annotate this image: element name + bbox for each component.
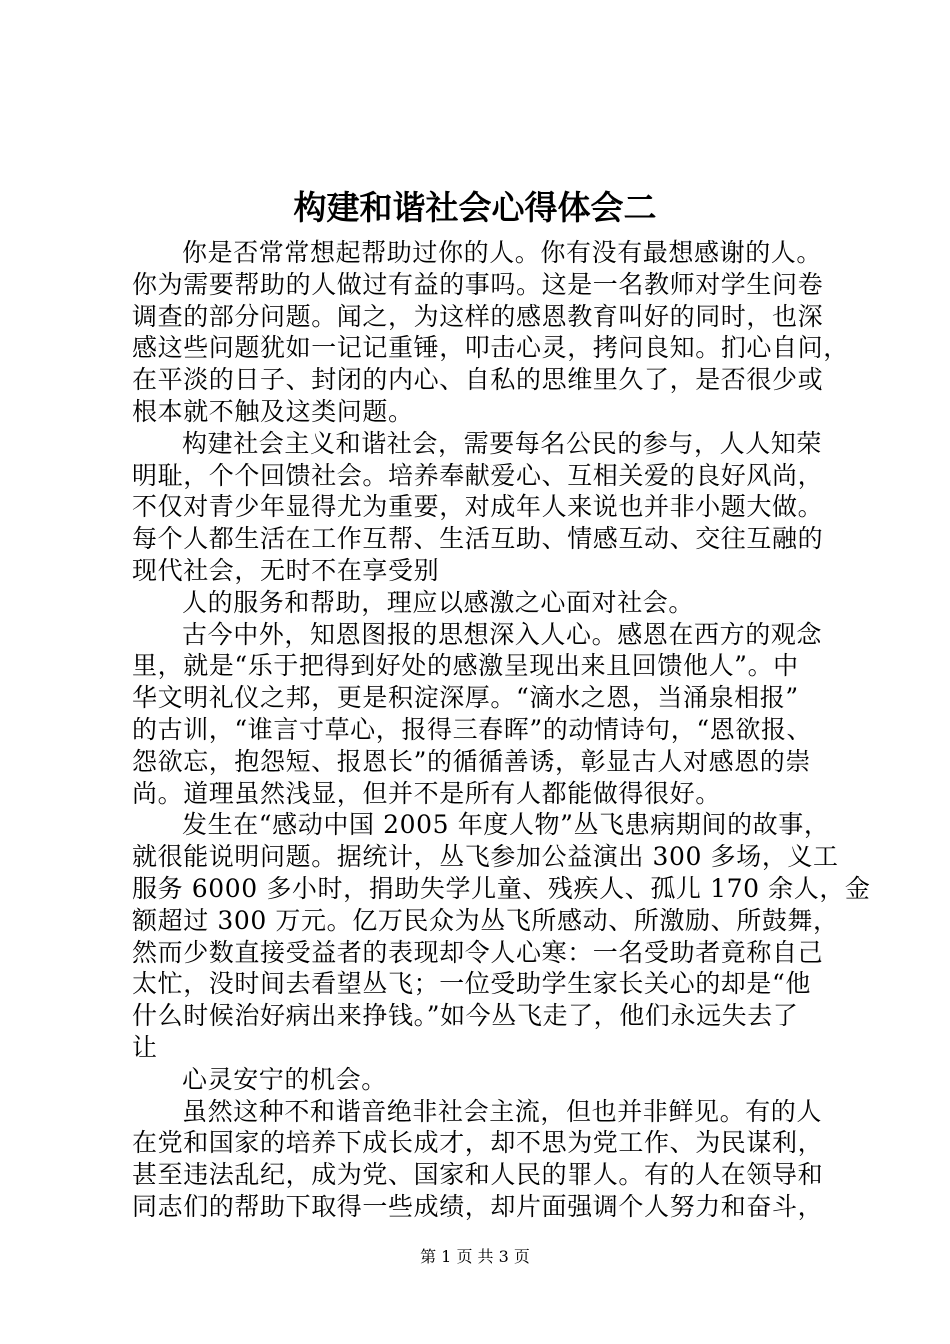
page-footer: 第 1 页 共 3 页 [420, 1247, 530, 1266]
text-line: 你为需要帮助的人做过有益的事吗。这是一名教师对学生问卷 [132, 269, 824, 299]
text-line: 发生在“感动中国 2005 年度人物”丛飞患病期间的故事， [182, 810, 830, 840]
text-line: 感这些问题犹如一记记重锤，叩击心灵，拷问良知。扪心自问， [132, 333, 849, 363]
text-line: 什么时候治好病出来挣钱。”如今丛飞走了，他们永远失去了 [132, 1001, 799, 1031]
document-body [132, 237, 871, 1223]
text-line: 现代社会，无时不在享受别 [132, 555, 440, 585]
text-line: 古今中外，知恩图报的思想深入人心。感恩在西方的观念 [182, 619, 823, 649]
text-line: 人的服务和帮助，理应以感激之心面对社会。 [182, 587, 695, 617]
text-line: 让 [132, 1032, 158, 1062]
text-line: 同志们的帮助下取得一些成绩，却片面强调个人努力和奋斗， [132, 1191, 824, 1221]
text-line: 构建社会主义和谐社会，需要每名公民的参与，人人知荣 [182, 428, 823, 458]
text-line: 里，就是“乐于把得到好处的感激呈现出来且回馈他人”。中 [132, 651, 799, 681]
text-line: 然而少数直接受益者的表现却令人心寒：一名受助者竟称自己 [132, 937, 824, 967]
text-line: 就很能说明问题。据统计，丛飞参加公益演出 300 多场，义工 [132, 842, 839, 872]
text-line: 在党和国家的培养下成长成才，却不思为党工作、为民谋利， [132, 1128, 824, 1158]
text-line: 尚。道理虽然浅显，但并不是所有人都能做得很好。 [132, 778, 721, 808]
text-line: 华文明礼仪之邦，更是积淀深厚。“滴水之恩，当涌泉相报” [132, 683, 799, 713]
text-line: 怨欲忘，抱怨短、报恩长”的循循善诱，彰显古人对感恩的崇 [132, 746, 811, 776]
text-line: 甚至违法乱纪，成为党、国家和人民的罪人。有的人在领导和 [132, 1160, 824, 1190]
text-line: 明耻，个个回馈社会。培养奉献爱心、互相关爱的良好风尚， [132, 460, 824, 490]
text-line: 每个人都生活在工作互帮、生活互助、情感互动、交往互融的 [132, 524, 824, 554]
text-line: 服务 6000 多小时，捐助失学儿童、残疾人、孤儿 170 余人，金 [132, 873, 871, 903]
text-line: 在平淡的日子、封闭的内心、自私的思维里久了，是否很少或 [132, 365, 824, 395]
text-line: 虽然这种不和谐音绝非社会主流，但也并非鲜见。有的人 [182, 1096, 823, 1126]
text-line: 不仅对青少年显得尤为重要，对成年人来说也并非小题大做。 [132, 492, 824, 522]
text-line: 心灵安宁的机会。 [182, 1064, 387, 1094]
text-line: 额超过 300 万元。亿万民众为丛飞所感动、所激励、所鼓舞， [132, 905, 839, 935]
text-line: 调查的部分问题。闻之，为这样的感恩教育叫好的同时，也深 [132, 301, 824, 331]
page-title: 构建和谐社会心得体会二 [293, 188, 657, 227]
text-line: 你是否常常想起帮助过你的人。你有没有最想感谢的人。 [182, 238, 823, 267]
text-line: 根本就不触及这类问题。 [132, 396, 414, 426]
text-line: 太忙，没时间去看望丛飞；一位受助学生家长关心的却是“他 [132, 969, 811, 999]
text-line: 的古训，“谁言寸草心，报得三春晖”的动情诗句，“恩欲报、 [132, 714, 813, 744]
